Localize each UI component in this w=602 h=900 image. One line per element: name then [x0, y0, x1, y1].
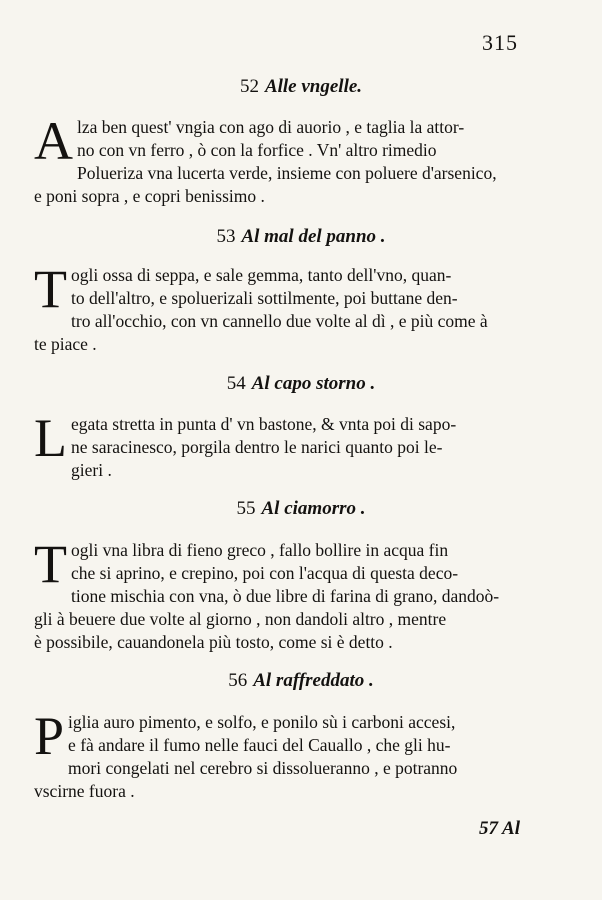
section-title: Al ciamorro .: [261, 498, 366, 519]
section-paragraph: [34, 259, 534, 356]
text-line: ogli ossa di seppa, e sale gemma, tanto dell'vno, quan-: [71, 265, 452, 285]
section-number: 52: [239, 76, 259, 97]
section-paragraph: [34, 111, 534, 208]
section-title: Alle vngelle.: [264, 76, 363, 97]
section-paragraph: [34, 408, 534, 482]
drop-cap: L: [34, 408, 67, 468]
section-heading: [0, 76, 602, 98]
drop-cap: T: [34, 534, 67, 594]
text-line: to dell'altro, e spoluerizali sottilmente, poi buttane den-: [71, 288, 458, 308]
text-line: tro all'occhio, con vn cannello due volte al dì , e più come à: [71, 311, 488, 331]
section-heading: [0, 226, 602, 248]
text-line: Polueriza vna lucerta verde, insieme con poluere d'arsenico,: [77, 163, 497, 183]
section-title: Al raffreddato .: [253, 670, 374, 691]
section-number: 55: [236, 498, 256, 519]
section-paragraph: [34, 534, 534, 654]
section-paragraph: [34, 706, 534, 803]
text-line: mori congelati nel cerebro si dissolueranno , e potranno: [68, 758, 458, 778]
text-line: egata stretta in punta d' vn bastone, & vnta poi di sapo-: [71, 414, 457, 434]
drop-cap: A: [34, 111, 73, 171]
section-heading: [0, 670, 602, 692]
text-line: è possibile, cauandonela più tosto, come si è detto .: [34, 632, 393, 652]
text-line: te piace .: [34, 334, 97, 354]
text-line: gli à beuere due volte al giorno , non dandoli altro , mentre: [34, 609, 447, 629]
section-heading: [0, 498, 602, 520]
text-line: ogli vna libra di fieno greco , fallo bollire in acqua fin: [71, 540, 449, 560]
section-number: 53: [216, 226, 236, 247]
text-line: e poni sopra , e copri benissimo .: [34, 186, 265, 206]
text-line: tione mischia con vna, ò due libre di farina di grano, dandoò-: [71, 586, 500, 606]
text-line: iglia auro pimento, e solfo, e ponilo sù i carboni accesi,: [68, 712, 456, 732]
drop-cap: P: [34, 706, 65, 766]
section-number: 56: [228, 670, 248, 691]
section-title: Al capo storno .: [251, 373, 376, 394]
text-line: lza ben quest' vngia con ago di auorio , e taglia la attor-: [77, 117, 465, 137]
page-number: 315: [482, 30, 518, 55]
section-number: 54: [226, 373, 246, 394]
catchword: 57 Al: [479, 818, 520, 839]
text-line: gieri .: [71, 460, 112, 480]
section-title: Al mal del panno .: [241, 226, 386, 247]
text-line: vscirne fuora .: [34, 781, 135, 801]
section-heading: [0, 373, 602, 395]
text-line: e fà andare il fumo nelle fauci del Cauallo , che gli hu-: [68, 735, 451, 755]
text-line: no con vn ferro , ò con la forfice . Vn' altro rimedio: [77, 140, 437, 160]
text-line: che si aprino, e crepino, poi con l'acqua di questa deco-: [71, 563, 459, 583]
drop-cap: T: [34, 259, 67, 319]
text-line: ne saracinesco, porgila dentro le narici quanto poi le-: [71, 437, 443, 457]
